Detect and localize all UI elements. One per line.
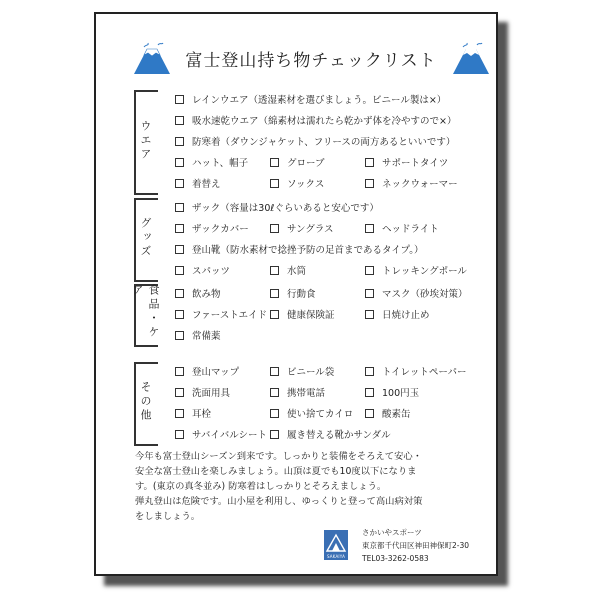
checkbox-square-icon xyxy=(270,388,279,397)
checklist-item xyxy=(365,385,419,399)
checklist-sheet xyxy=(94,12,498,576)
checkbox-square-icon xyxy=(270,409,279,418)
note-line: 安全な富士登山を楽しみましょう。山頂は夏でも10度以下になりま xyxy=(135,466,417,477)
checklist-item xyxy=(270,307,335,321)
checklist-item-label: ビニール袋 xyxy=(287,367,335,378)
checklist-item-label: 飲み物 xyxy=(192,289,221,300)
checklist-item xyxy=(175,200,379,214)
checklist-item-label: 洗面用具 xyxy=(192,388,231,399)
checkbox-square-icon xyxy=(365,388,374,397)
note-line: す。(東京の真冬並み) 防寒着はしっかりとそろえましょう。 xyxy=(135,481,387,492)
mountain-logo-icon xyxy=(324,530,348,554)
company-tel: TEL03-3262-0583 xyxy=(362,554,429,563)
checklist-item xyxy=(365,406,411,420)
checkbox-square-icon xyxy=(270,266,279,275)
checkbox-square-icon xyxy=(270,430,279,439)
note-line: 弾丸登山は危険です。山小屋を利用し、ゆっくりと登って高山病対策 xyxy=(135,496,423,507)
note-line: をしましょう。 xyxy=(135,511,201,522)
checkbox-square-icon xyxy=(175,116,184,125)
page-title: 富士登山持ち物チェックリスト xyxy=(185,51,437,71)
checklist-item xyxy=(270,364,334,378)
checklist-item-label: サングラス xyxy=(287,224,334,235)
checkbox-square-icon xyxy=(175,388,184,397)
checkbox-square-icon xyxy=(270,289,279,298)
checkbox-square-icon xyxy=(175,95,184,104)
category-text: その他 xyxy=(139,381,152,423)
checkbox-square-icon xyxy=(175,289,184,298)
category-label xyxy=(131,284,160,343)
checklist-item-label: 常備薬 xyxy=(192,331,221,342)
category-text: グッズ xyxy=(139,217,152,259)
checklist-item-label: 使い捨てカイロ xyxy=(287,409,354,420)
checklist-item xyxy=(365,263,467,277)
checkbox-square-icon xyxy=(365,266,374,275)
checklist-item xyxy=(365,307,430,321)
checklist-item xyxy=(175,155,248,169)
checkbox-square-icon xyxy=(365,224,374,233)
title-row xyxy=(96,40,496,80)
checklist-item-label: サバイバルシート xyxy=(192,430,268,441)
sakaiya-logo xyxy=(324,530,348,560)
checklist-item-label: 100円玉 xyxy=(382,388,420,399)
checklist-item-label: 吸水速乾ウエア（綿素材は濡れたら乾かず体を冷やすので×） xyxy=(192,116,457,127)
checklist-item xyxy=(175,242,424,256)
company-info xyxy=(362,526,469,565)
checklist-item-label: グローブ xyxy=(287,158,325,169)
mount-fuji-icon xyxy=(132,40,172,76)
checklist-item xyxy=(365,221,439,235)
checklist-item xyxy=(270,427,391,441)
checkbox-square-icon xyxy=(365,289,374,298)
checklist-item-label: サポートタイツ xyxy=(382,158,449,169)
checklist-item xyxy=(175,221,249,235)
checklist-item-label: 健康保険証 xyxy=(287,310,335,321)
checkbox-square-icon xyxy=(175,158,184,167)
checkbox-square-icon xyxy=(175,266,184,275)
checklist-item-label: ソックス xyxy=(287,179,325,190)
note-line: 今年も富士登山シーズン到来です。しっかりと装備をそろえて安心・ xyxy=(135,451,422,462)
checklist-item-label: ヘッドライト xyxy=(382,224,439,235)
checklist-item-label: 履き替える靴かサンダル xyxy=(287,430,391,441)
checkbox-square-icon xyxy=(270,158,279,167)
checklist-item xyxy=(270,263,306,277)
checkbox-square-icon xyxy=(175,367,184,376)
checklist-item xyxy=(270,406,353,420)
checklist-item-label: ザックカバー xyxy=(192,224,249,235)
checklist-item xyxy=(175,406,211,420)
checklist-item xyxy=(175,134,455,148)
checklist-item-label: 行動食 xyxy=(287,289,316,300)
checklist-item-label: ファーストエイド xyxy=(192,310,267,321)
checklist-item xyxy=(175,113,456,127)
checklist-item xyxy=(175,385,230,399)
checkbox-square-icon xyxy=(365,158,374,167)
checklist-item xyxy=(365,286,468,300)
checklist-item-label: レインウエア（透湿素材を選びましょう。ビニール製は×） xyxy=(192,95,447,106)
checkbox-square-icon xyxy=(175,331,184,340)
checkbox-square-icon xyxy=(175,137,184,146)
checkbox-square-icon xyxy=(175,310,184,319)
checklist-item xyxy=(270,155,325,169)
company-address: 東京都千代田区神田神保町2-30 xyxy=(362,541,470,550)
checklist-item-label: マスク（砂埃対策） xyxy=(382,289,468,300)
checklist-item xyxy=(175,364,239,378)
checklist-item-label: 日焼け止め xyxy=(382,310,430,321)
checkbox-square-icon xyxy=(175,430,184,439)
checklist-item xyxy=(365,155,448,169)
checklist-item xyxy=(175,176,221,190)
season-note xyxy=(135,449,480,524)
checklist-item-label: ザック（容量は30ℓぐらいあると安心です） xyxy=(192,203,379,214)
checklist-item-label: ネックウォーマー xyxy=(382,179,458,190)
checklist-item-label: 登山マップ xyxy=(192,367,240,378)
checklist-item-label: ハット、帽子 xyxy=(192,158,249,169)
checkbox-square-icon xyxy=(270,179,279,188)
checklist-item-label: トイレットペーパー xyxy=(382,367,467,378)
checkbox-square-icon xyxy=(365,179,374,188)
checkbox-square-icon xyxy=(270,224,279,233)
checklist-item xyxy=(270,385,325,399)
checklist-item xyxy=(365,176,458,190)
checklist-item-label: 登山靴（防水素材で捻挫予防の足首まであるタイプ。） xyxy=(192,245,424,256)
checkbox-square-icon xyxy=(175,224,184,233)
checklist-item xyxy=(175,263,230,277)
checkbox-square-icon xyxy=(365,310,374,319)
checkbox-square-icon xyxy=(175,409,184,418)
checkbox-square-icon xyxy=(365,367,374,376)
checkbox-square-icon xyxy=(365,409,374,418)
category-text: ウエア xyxy=(139,119,152,162)
checklist-item xyxy=(270,286,316,300)
category-label xyxy=(134,362,156,442)
checklist-item-label: 携帯電話 xyxy=(287,388,326,399)
checklist-item xyxy=(270,176,324,190)
checklist-item xyxy=(365,364,466,378)
checkbox-square-icon xyxy=(175,245,184,254)
checkbox-square-icon xyxy=(270,310,279,319)
category-text: 食品・ケア xyxy=(131,284,160,340)
mount-fuji-icon xyxy=(451,40,491,76)
category-label xyxy=(134,90,156,191)
company-name: さかいやスポーツ xyxy=(362,528,422,537)
checklist-item-label: スパッツ xyxy=(192,266,231,277)
checklist-item xyxy=(175,427,267,441)
checklist-item-label: 酸素缶 xyxy=(382,409,411,420)
checklist-item xyxy=(175,307,267,321)
checklist-item xyxy=(270,221,334,235)
checkbox-square-icon xyxy=(270,367,279,376)
checklist-item xyxy=(175,328,221,342)
checklist-item xyxy=(175,286,221,300)
checklist-item-label: トレッキングポール xyxy=(382,266,467,277)
checklist-item-label: 着替え xyxy=(192,179,221,190)
logo-text: SAKAIYA xyxy=(326,554,346,559)
category-label xyxy=(134,198,156,278)
checklist-item-label: 水筒 xyxy=(287,266,307,277)
checklist-item-label: 耳栓 xyxy=(192,409,212,420)
checkbox-square-icon xyxy=(175,179,184,188)
checklist-item xyxy=(175,92,446,106)
checklist-item-label: 防寒着（ダウンジャケット、フリースの両方あるといいです） xyxy=(192,137,456,148)
checkbox-square-icon xyxy=(175,203,184,212)
